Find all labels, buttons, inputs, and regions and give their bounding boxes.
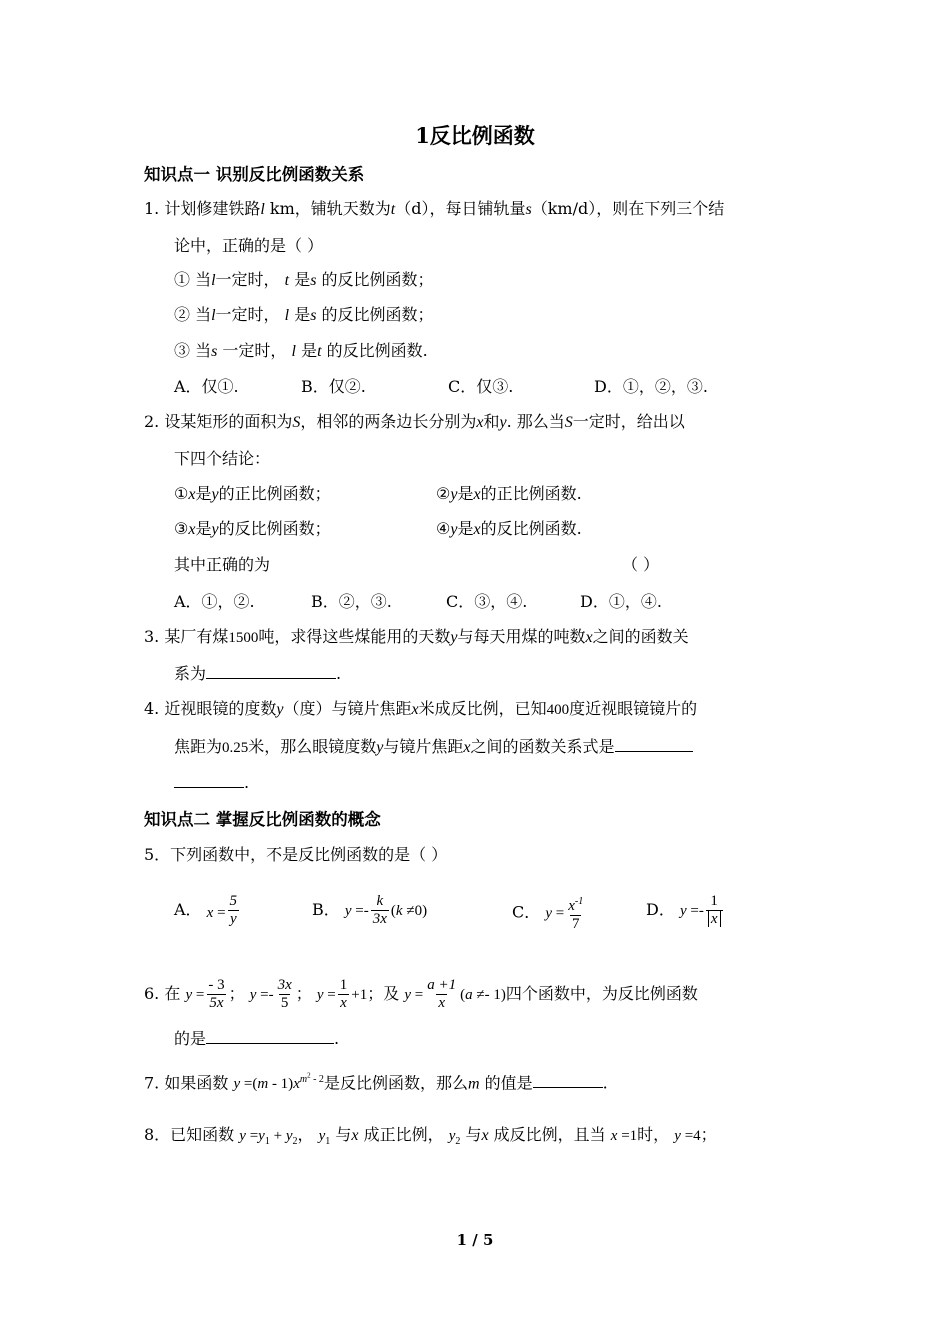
q1-option-c: C．仅③. bbox=[448, 377, 514, 396]
page-number: 1 / 5 bbox=[456, 1231, 494, 1249]
q4-line2: 焦距为0.25米，那么眼镜度数y与镜片焦距x之间的函数关系式是 bbox=[174, 737, 693, 758]
q4-line3: . bbox=[174, 773, 249, 793]
q1-line1: 1. 计划修建铁路l km，铺轨天数为t（d），每日铺轨量s（km/d），则在下列三个结 bbox=[144, 199, 725, 218]
page-title: 1反比例函数 bbox=[415, 123, 535, 148]
section-heading-1: 知识点一 识别反比例函数关系 bbox=[144, 165, 365, 184]
q3-answer-blank[interactable] bbox=[206, 664, 336, 679]
q6-answer-blank[interactable] bbox=[206, 1029, 334, 1044]
q1-option-a: A．仅①. bbox=[174, 377, 239, 396]
q2-line2: 下四个结论： bbox=[174, 449, 271, 468]
q1-line2: 论中，正确的是（ ） bbox=[174, 236, 324, 255]
q1-option-b: B．仅②. bbox=[301, 377, 366, 396]
q2-conclusion-3: ③x是y的反比例函数； bbox=[174, 519, 331, 538]
q4-answer-blank-1[interactable] bbox=[615, 737, 693, 752]
q7-answer-blank[interactable] bbox=[533, 1073, 603, 1088]
q1-statement-1: ① 当l一定时， t 是s 的反比例函数； bbox=[174, 270, 434, 289]
q5-option-c: C． y = $\frac{x^{-1}}{7}$ bbox=[512, 896, 584, 932]
section-heading-2: 知识点二 掌握反比例函数的概念 bbox=[144, 810, 381, 829]
q2-answer-paren: （ ） bbox=[622, 555, 660, 574]
q5-option-a: A． x = $\frac{5}{y}$ bbox=[174, 893, 238, 927]
q2-conclusion-4: ④y是x的反比例函数. bbox=[436, 519, 582, 538]
q6-line2: 的是 . bbox=[174, 1029, 340, 1048]
q1-statement-3: ③ 当s 一定时， l 是t 的反比例函数. bbox=[174, 341, 428, 360]
q2-line5: 其中正确的为 bbox=[174, 555, 271, 574]
q2-option-b: B．②，③. bbox=[311, 592, 392, 611]
q5-option-d: D． y =- $\frac{1}{x}$ bbox=[646, 893, 725, 928]
q3-line1: 3. 某厂有煤1500吨，求得这些煤能用的天数y与每天用煤的吨数x之间的函数关 bbox=[144, 627, 689, 646]
q4-line1: 4. 近视眼镜的度数y（度）与镜片焦距x米成反比例，已知400度近视眼镜镜片的 bbox=[144, 699, 698, 718]
q2-conclusion-2: ②y是x的正比例函数. bbox=[436, 484, 582, 503]
q5-line1: 5．下列函数中，不是反比例函数的是（ ） bbox=[144, 845, 448, 864]
q1-option-d: D．①，②，③. bbox=[594, 377, 708, 396]
q6-line1: 6. 在 y = $\frac{- 3}{5x}$ ； y =- $\frac{3x}{5}$ ； y = $\frac{1}{x}$ +1；及 y = $\frac{a +1}{x}$ (a ≠- 1)四个函数中，为反比例函数 bbox=[144, 977, 698, 1011]
q2-option-c: C．③，④. bbox=[446, 592, 528, 611]
q4-answer-blank-2[interactable] bbox=[174, 773, 244, 788]
q2-line1: 2. 设某矩形的面积为S，相邻的两条边长分别为x和y. 那么当S一定时，给出以 bbox=[144, 412, 685, 431]
q1-statement-2: ② 当l一定时， l 是s 的反比例函数； bbox=[174, 305, 434, 324]
q7-line1: 7. 如果函数 $y =(m - 1)x^{m^2 - 2}$是反比例函数，那么m 的值是 . bbox=[144, 1072, 608, 1093]
q2-option-d: D．①，④. bbox=[580, 592, 662, 611]
q3-line2: 系为 . bbox=[174, 664, 342, 683]
q8-line1: 8．已知函数 $y =y_1 + y_2$， $y_1$ 与x 成正比例， $y_2$ 与x 成反比例，且当 x =1时， y =4； bbox=[144, 1125, 717, 1147]
q5-option-b: B． y =- $\frac{k}{3x}$ (k ≠0) bbox=[312, 893, 428, 927]
q2-conclusion-1: ①x是y的正比例函数； bbox=[174, 484, 331, 503]
q2-option-a: A．①，②. bbox=[174, 592, 255, 611]
